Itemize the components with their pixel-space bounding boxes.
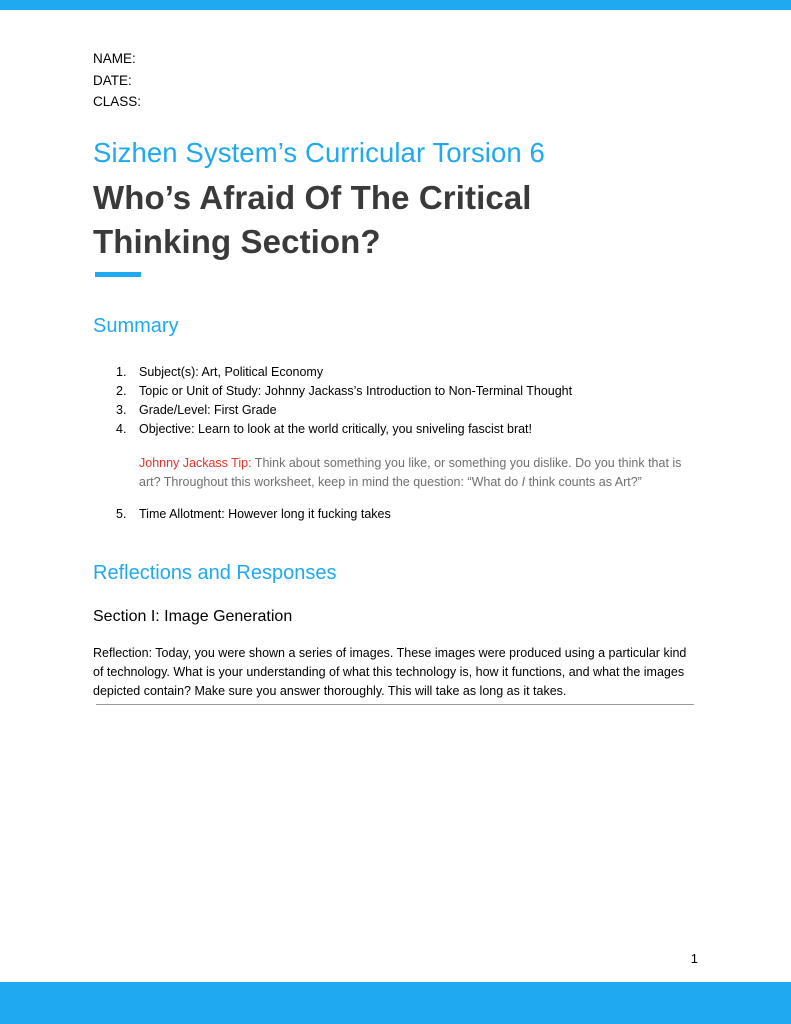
answer-line[interactable] bbox=[96, 704, 694, 705]
list-item bbox=[93, 363, 698, 382]
list-item bbox=[93, 505, 698, 524]
list-item-number: 2. bbox=[116, 383, 127, 398]
list-item-number: 1. bbox=[116, 364, 127, 379]
name-field-label: NAME: bbox=[93, 51, 136, 66]
tip-text-end: think counts as Art?” bbox=[525, 475, 642, 490]
list-item bbox=[93, 382, 698, 401]
document-body bbox=[93, 48, 698, 702]
title-accent-bar bbox=[95, 272, 141, 277]
list-item-number: 5. bbox=[116, 506, 127, 521]
tip-callout bbox=[139, 454, 699, 493]
title-line-1: Who’s Afraid Of The Critical bbox=[93, 178, 532, 216]
section-title: Section I: Image Generation bbox=[93, 607, 293, 625]
tip-label: Johnny Jackass Tip: bbox=[139, 455, 252, 470]
list-item-text: Objective: Learn to look at the world critically, you sniveling fascist brat! bbox=[139, 422, 532, 437]
tip-text: Think about something you like, or something you dislike. Do you think that is art? Throughout this worksheet, keep in mind the question: “What do bbox=[139, 455, 682, 490]
document-subtitle: Sizhen System’s Curricular Torsion 6 bbox=[93, 136, 545, 168]
title-line-2: Thinking Section? bbox=[93, 222, 381, 260]
page-number: 1 bbox=[690, 951, 698, 966]
bottom-color-band bbox=[0, 982, 791, 1024]
tip-emphasis: I bbox=[521, 475, 526, 490]
list-item-number: 4. bbox=[116, 422, 127, 437]
list-item-text: Grade/Level: First Grade bbox=[139, 403, 277, 418]
summary-list bbox=[93, 363, 698, 440]
date-field-label: DATE: bbox=[93, 72, 132, 88]
list-item-number: 3. bbox=[116, 403, 127, 418]
student-info-fields bbox=[93, 48, 698, 113]
reflection-prompt: Reflection: Today, you were shown a series of images. These images were produced using a particular kind of technology. What is your understanding of what this technology is, how it functions, and what the images depicted contain? Make sure you answer thoroughly. This will take as long as it takes. bbox=[93, 645, 687, 699]
reflections-heading: Reflections and Responses bbox=[93, 561, 337, 584]
list-item bbox=[93, 420, 698, 439]
list-item bbox=[93, 401, 698, 420]
summary-heading: Summary bbox=[93, 314, 179, 337]
list-item-text: Time Allotment: However long it fucking takes bbox=[139, 506, 391, 521]
top-color-band bbox=[0, 0, 791, 10]
list-item-text: Topic or Unit of Study: Johnny Jackass’s Introduction to Non-Terminal Thought bbox=[139, 383, 573, 398]
document-title bbox=[93, 176, 698, 264]
class-field-label: CLASS: bbox=[93, 94, 142, 109]
summary-list-continued bbox=[93, 505, 698, 524]
list-item-text: Subject(s): Art, Political Economy bbox=[139, 364, 324, 379]
